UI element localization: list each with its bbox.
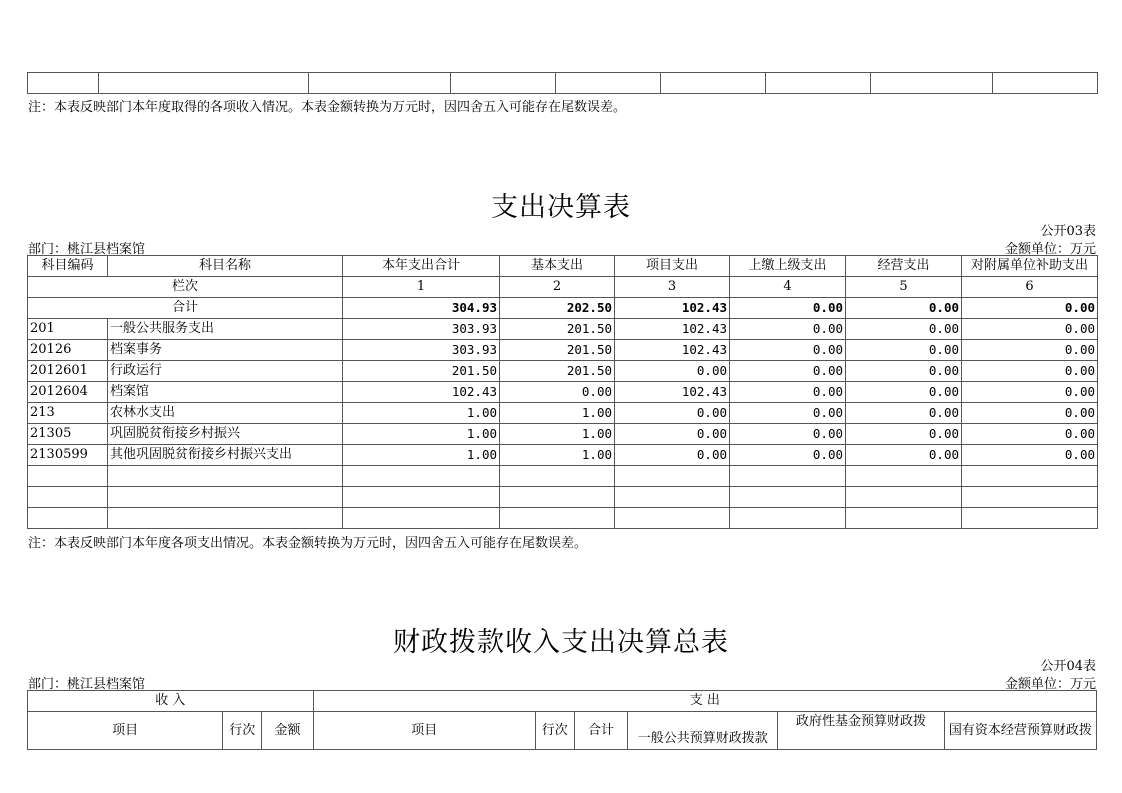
expense-col-total: 合计 — [574, 712, 627, 750]
row-name: 一般公共服务支出 — [108, 319, 343, 340]
header-cell: 上缴上级支出 — [730, 256, 846, 277]
row-name: 档案事务 — [108, 340, 343, 361]
row-value: 0.00 — [730, 424, 846, 445]
row-value: 1.00 — [500, 445, 615, 466]
table-row — [28, 361, 1098, 382]
row-value: 0.00 — [962, 340, 1098, 361]
expense-header: 支 出 — [313, 691, 1096, 712]
expense-department: 部门：桃江县档案馆 — [28, 242, 146, 257]
row-name: 档案馆 — [108, 382, 343, 403]
row-value: 102.43 — [615, 340, 730, 361]
row-value: 1.00 — [343, 445, 500, 466]
row-value: 0.00 — [730, 340, 846, 361]
income-col-line: 行次 — [223, 712, 262, 750]
total-label: 合计 — [28, 298, 343, 319]
row-value: 0.00 — [500, 382, 615, 403]
row-value: 102.43 — [615, 382, 730, 403]
row-value: 303.93 — [343, 319, 500, 340]
total-value: 202.50 — [500, 298, 615, 319]
row-value: 0.00 — [962, 403, 1098, 424]
row-value: 0.00 — [846, 445, 962, 466]
row-value: 1.00 — [343, 424, 500, 445]
row-value: 0.00 — [615, 424, 730, 445]
row-code: 201 — [28, 319, 108, 340]
row-value: 0.00 — [846, 319, 962, 340]
total-value: 0.00 — [730, 298, 846, 319]
column-number: 6 — [962, 277, 1098, 298]
row-value: 1.00 — [343, 403, 500, 424]
row-value: 0.00 — [730, 319, 846, 340]
header-cell: 对附属单位补助支出 — [962, 256, 1098, 277]
row-name: 其他巩固脱贫衔接乡村振兴支出 — [108, 445, 343, 466]
row-value: 102.43 — [343, 382, 500, 403]
row-value: 0.00 — [846, 403, 962, 424]
column-number: 3 — [615, 277, 730, 298]
row-value: 201.50 — [343, 361, 500, 382]
row-value: 0.00 — [846, 424, 962, 445]
income-note: 注：本表反映部门本年度取得的各项收入情况。本表金额转换为万元时，因四舍五入可能存在尾数误差。 — [28, 100, 627, 115]
total-value: 304.93 — [343, 298, 500, 319]
row-value: 0.00 — [730, 382, 846, 403]
expense-form-code: 公开03表 — [1040, 224, 1096, 239]
table-row — [28, 340, 1098, 361]
table-row — [28, 382, 1098, 403]
expense-col-general: 一般公共预算财政拨款 — [628, 712, 778, 750]
row-value: 0.00 — [962, 445, 1098, 466]
expense-note: 注：本表反映部门本年度各项支出情况。本表金额转换为万元时，因四舍五入可能存在尾数误差。 — [28, 536, 588, 551]
expense-col-state-capital: 国有资本经营预算财政拨 — [944, 712, 1096, 750]
income-col-item: 项目 — [28, 712, 223, 750]
table-row — [28, 424, 1098, 445]
row-value: 0.00 — [615, 403, 730, 424]
fiscal-title: 财政拨款收入支出决算总表 — [393, 627, 729, 658]
row-value: 0.00 — [846, 361, 962, 382]
header-cell: 科目编码 — [28, 256, 108, 277]
row-code: 2012601 — [28, 361, 108, 382]
column-header-row — [28, 712, 1097, 750]
row-value: 0.00 — [846, 340, 962, 361]
row-value: 0.00 — [962, 361, 1098, 382]
header-cell: 项目支出 — [615, 256, 730, 277]
expense-col-line: 行次 — [535, 712, 574, 750]
total-value: 102.43 — [615, 298, 730, 319]
expense-col-fund: 政府性基金预算财政拨 — [778, 712, 944, 750]
header-cell: 科目名称 — [108, 256, 343, 277]
row-value: 0.00 — [730, 445, 846, 466]
empty-row — [28, 487, 1098, 508]
fiscal-form-code: 公开04表 — [1040, 659, 1096, 674]
fiscal-department: 部门：桃江县档案馆 — [28, 677, 146, 692]
row-value: 0.00 — [730, 403, 846, 424]
income-col-amount: 金额 — [262, 712, 313, 750]
column-number: 5 — [846, 277, 962, 298]
row-value: 0.00 — [615, 361, 730, 382]
row-value: 0.00 — [962, 319, 1098, 340]
row-value: 102.43 — [615, 319, 730, 340]
expense-table — [27, 255, 1098, 529]
row-name: 农林水支出 — [108, 403, 343, 424]
row-value: 303.93 — [343, 340, 500, 361]
row-code: 21305 — [28, 424, 108, 445]
total-value: 0.00 — [962, 298, 1098, 319]
table-row — [28, 73, 1098, 94]
column-number: 1 — [343, 277, 500, 298]
table-row — [28, 319, 1098, 340]
row-value: 0.00 — [846, 382, 962, 403]
header-cell: 经营支出 — [846, 256, 962, 277]
column-number-row — [28, 277, 1098, 298]
header-cell: 本年支出合计 — [343, 256, 500, 277]
income-header: 收 入 — [28, 691, 314, 712]
row-value: 201.50 — [500, 340, 615, 361]
total-value: 0.00 — [846, 298, 962, 319]
section-header-row — [28, 691, 1097, 712]
row-value: 1.00 — [500, 424, 615, 445]
row-value: 0.00 — [962, 382, 1098, 403]
fiscal-table — [27, 690, 1097, 750]
expense-col-item: 项目 — [313, 712, 535, 750]
table-row — [28, 403, 1098, 424]
row-code: 2130599 — [28, 445, 108, 466]
row-code: 213 — [28, 403, 108, 424]
row-value: 0.00 — [730, 361, 846, 382]
row-value: 1.00 — [500, 403, 615, 424]
expense-title: 支出决算表 — [491, 192, 631, 223]
row-value: 0.00 — [615, 445, 730, 466]
empty-row — [28, 466, 1098, 487]
column-number: 4 — [730, 277, 846, 298]
row-value: 201.50 — [500, 361, 615, 382]
row-value: 0.00 — [962, 424, 1098, 445]
column-row-label: 栏次 — [28, 277, 343, 298]
column-number: 2 — [500, 277, 615, 298]
fiscal-unit: 金额单位：万元 — [1004, 677, 1096, 692]
expense-unit: 金额单位：万元 — [1004, 242, 1096, 257]
empty-row — [28, 508, 1098, 529]
row-name: 行政运行 — [108, 361, 343, 382]
row-code: 2012604 — [28, 382, 108, 403]
table-row — [28, 445, 1098, 466]
total-row — [28, 298, 1098, 319]
row-name: 巩固脱贫衔接乡村振兴 — [108, 424, 343, 445]
header-cell: 基本支出 — [500, 256, 615, 277]
income-table-tail — [27, 72, 1098, 94]
row-code: 20126 — [28, 340, 108, 361]
header-row — [28, 256, 1098, 277]
row-value: 201.50 — [500, 319, 615, 340]
